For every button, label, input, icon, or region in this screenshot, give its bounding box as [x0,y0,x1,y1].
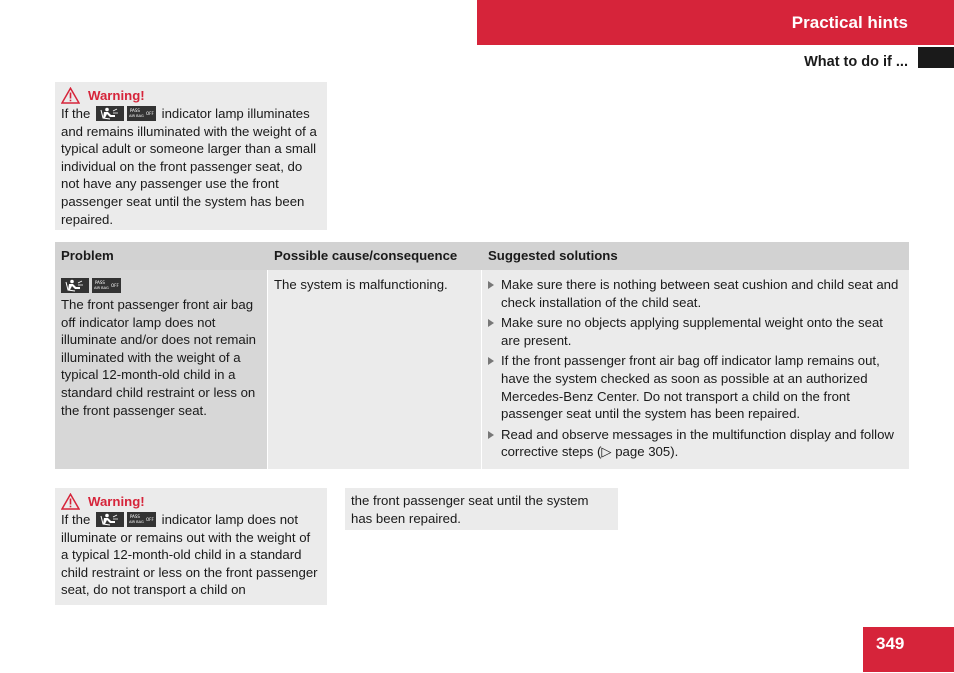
warning-box-1 [55,82,327,230]
bullet-arrow-icon [488,431,494,439]
passenger-airbag-off-icon [92,278,121,293]
section-title: Practical hints [791,13,908,32]
list-item [488,426,903,461]
warning-triangle-icon [61,493,80,510]
page-number-tab [863,627,954,672]
warning-heading [61,86,321,105]
warning-text-lead: If the [61,512,91,527]
airbag-icon-label-airbag: AIR BAG [129,114,144,118]
page-number: 349 [876,634,905,653]
warning-title: Warning! [88,493,145,509]
subsection-title: What to do if ... [804,54,908,70]
warning-heading [61,492,321,511]
passenger-airbag-off-icon [127,106,156,121]
warning-continuation-text: the front passenger seat until the system has been repaired. [351,493,589,526]
indicator-lamp-icons [96,106,156,121]
section-header [477,0,954,45]
warning-continuation-box [345,488,618,530]
airbag-icon-label-pass: PASS [130,514,140,519]
cause-text: The system is malfunctioning. [274,277,448,292]
table-cell-cause [268,270,481,469]
solution-text: Make sure no objects applying supplemental weight onto the seat are present. [501,315,883,348]
airbag-icon-label-off: OFF [146,517,154,522]
table-cell-solutions [482,270,909,469]
warning-triangle-icon [61,87,80,104]
column-header-cause: Possible cause/consequence [274,248,458,263]
problem-text: The front passenger front air bag off indicator lamp does not illuminate and/or does not remain illuminated with the weight of a typical 12-month-old child in a standard child restraint or less on the front passenger seat. [61,297,256,418]
warning-text [61,105,321,228]
solutions-list [488,276,903,461]
table-header-row [55,242,909,270]
list-item [488,314,903,349]
solution-text: Make sure there is nothing between seat cushion and child seat and check installation of the child seat. [501,277,899,310]
list-item [488,352,903,422]
column-header-solutions: Suggested solutions [488,248,618,263]
warning-text-body: indicator lamp does not illuminate or remains out with the weight of a typical 12-month-old child in a standard child restraint or less on the front passenger seat, do not transport a child on [61,512,318,598]
child-seat-icon [96,106,124,121]
warning-text-lead: If the [61,106,91,121]
airbag-icon-label-off: OFF [111,283,119,288]
table-cell-problem [55,270,267,469]
airbag-icon-label-airbag: AIR BAG [129,520,144,524]
column-header-problem: Problem [61,248,114,263]
bullet-arrow-icon [488,357,494,365]
airbag-icon-label-airbag: AIR BAG [94,286,109,290]
list-item [488,276,903,311]
child-seat-icon [96,512,124,527]
solution-text: Read and observe messages in the multifunction display and follow corrective steps (▷ page 305). [501,426,894,460]
warning-text [61,511,321,599]
warning-box-2 [55,488,327,605]
solution-text: If the front passenger front air bag off indicator lamp remains out, have the system checked as soon as possible at an authorized Mercedes-Benz Center. Do not transport a child on the front passenger seat until the system has been repaired. [501,353,880,422]
warning-title: Warning! [88,87,145,103]
airbag-icon-label-off: OFF [146,111,154,116]
airbag-icon-label-pass: PASS [95,280,105,285]
indicator-lamp-icons [61,278,121,293]
passenger-airbag-off-icon [127,512,156,527]
troubleshooting-table [55,242,909,469]
bullet-arrow-icon [488,281,494,289]
bullet-arrow-icon [488,319,494,327]
warning-text-body: indicator lamp illuminates and remains illuminated with the weight of a typical adult or someone larger than a small individual on the front passenger seat, do not have any passenger use the front passenger seat until the system has been repaired. [61,106,317,227]
thumb-tab-marker [918,47,954,68]
child-seat-icon [61,278,89,293]
indicator-lamp-icons [96,512,156,527]
airbag-icon-label-pass: PASS [130,108,140,113]
